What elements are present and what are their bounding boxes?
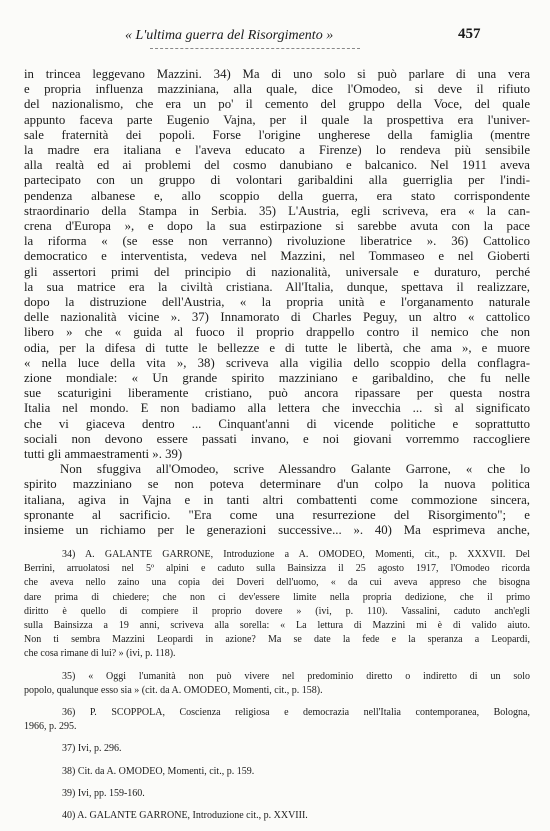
page-number: 457 (458, 26, 481, 42)
text-line: libero » che « guida al fuoco il proprio drappello contro il nemico che non (24, 325, 530, 340)
header-rule (150, 48, 360, 49)
text-line: Non sfuggiva all'Omodeo, scrive Alessandro Galante Garrone, « che lo (60, 462, 530, 477)
text-line: appunto faceva parte Eugenio Vajna, per il quale la prospettiva era l'univer- (24, 112, 530, 127)
footnote-line: 1966, p. 295. (24, 721, 77, 733)
footnote-line: 39) Ivi, pp. 159-160. (62, 787, 145, 799)
text-line: democratico e interventista, vedeva nel Mazzini, nel Tommaseo e nel Gioberti (24, 249, 530, 264)
footnote-line: popolo, qualunque esso sia » (cit. da A. OMODEO, Momenti, cit., p. 158). (24, 684, 323, 696)
footnote-34 (24, 548, 530, 662)
text-line: la riforma « (se esse non verranno) rivoluzione liberatrice ». 36) Cattolico (24, 234, 530, 249)
text-line: pendenza albanese e, allo scoppio della guerra, era stato corrispondente (24, 188, 530, 203)
text-line: gli assertori primi del principio di nazionalità, universale e duraturo, perché (24, 264, 530, 279)
text-line: delle nazionalità vicine ». 37) Innamorato di Charles Peguy, un altro « cattolico (24, 310, 530, 325)
text-line: alla realtà ed ai problemi del cosmo danubiano e balcanico. Nel 1911 aveva (24, 158, 530, 173)
text-line: che vi giaceva dentro ... Cinquant'anni di vicende politiche e soprattutto (24, 416, 530, 431)
text-line: sociali non devono essere passati invano, e noi giovani vorremmo raccogliere (24, 431, 530, 446)
text-line: zione mondiale: « Un grande spirito mazziniano e garibaldino, che fu nelle (24, 371, 530, 386)
text-line: partecipato con un gruppo di volontari garibaldini alla guerriglia per l'indi- (24, 173, 530, 188)
text-line: dopo la distruzione dell'Austria, « la propria unità e l'organamento naturale (24, 295, 530, 310)
footnote-line: 40) A. GALANTE GARRONE, Introduzione cit., p. XXVIII. (62, 810, 308, 822)
footnote-line: sulla Bainsizza a 19 anni, scriveva alla sorella: « La lettura di Mazzini mi è di valido aiuto. (24, 620, 530, 632)
text-line: in trincea leggevano Mazzini. 34) Ma di uno solo si può parlare di una vera (24, 67, 530, 81)
footnote-line: Berrini, arruolatosi nel 5º alpini e caduto sulla Bainsizza il 25 agosto 1917, l'Omodeo ricorda (24, 563, 530, 575)
body-text (24, 67, 530, 538)
footnote-36 (24, 706, 530, 734)
footnote-line: che aveva nello zaino una copia dei Doveri dell'uomo, « da cui aveva appreso che bisogna (24, 577, 530, 589)
footnote-line: 38) Cit. da A. OMODEO, Momenti, cit., p. 159. (62, 765, 255, 777)
text-line: e propria influenza mazziniana, alla quale, dice l'Omodeo, si deve il rifiuto (24, 82, 530, 97)
footnote-40 (24, 809, 530, 823)
text-line: sue scaturigini liberamente cristiano, può ancora ripassare per questa nostra (24, 386, 530, 401)
footnote-line: 35) « Oggi l'umanità non può vivere nel predominio diretto o indiretto di un solo (62, 670, 530, 682)
footnote-39 (24, 787, 530, 801)
text-line: spirito mazziniano se non poteva determinare d'un colpo la nuova politica (24, 477, 530, 492)
footnote-line: 34) A. GALANTE GARRONE, Introduzione a A. OMODEO, Momenti, cit., p. XXXVII. Del (62, 549, 530, 560)
footnote-38 (24, 765, 530, 779)
footnote-line: 36) P. SCOPPOLA, Coscienza religiosa e democrazia nell'Italia contemporanea, Bologna, (62, 707, 530, 719)
text-line: odia, per la difesa di tutte le bellezze e di tutte le libertà, che ama », e muore (24, 340, 530, 355)
footnote-line: che cosa rimane di lui? » (ivi, p. 118). (24, 648, 176, 660)
footnote-line: diritto è quello di compiere il proprio dovere » (ivi, p. 110). Vassalini, caduto anch'egli (24, 605, 530, 617)
text-line: insieme un richiamo per le generazioni successive... ». 40) Ma esprimeva anche, (24, 523, 530, 538)
running-title: « L'ultima guerra del Risorgimento » (125, 28, 334, 43)
text-line: la sua matrice era la civiltà cristiana. All'Italia, dunque, spettava il realizzare, (24, 279, 530, 294)
footnote-35 (24, 670, 530, 698)
text-line: italiana, agiva in Vajna e in tanti altri combattenti come commozione sincera, (24, 492, 530, 507)
text-line: tutti gli ammaestramenti ». 39) (24, 447, 183, 462)
text-line: la madre era italiana e l'aveva educato a Firenze) lo rendeva più sensibile (24, 143, 530, 158)
footnote-line: Non ti sembra Mazzini Leopardi in azione? Ma se date la fede e la speranza a Leopardi, (24, 634, 530, 646)
text-line: straordinario della Stampa in Serbia. 35) L'Austria, egli scriveva, era « la can- (24, 203, 530, 218)
text-line: spronante al sacrificio. "Era come una resurrezione del Risorgimento"; e (24, 507, 530, 522)
footnotes (24, 548, 530, 831)
footnote-line: dare prima di chiedere; che non ci dev'essere limite nella propria dedizione, che il primo (24, 591, 530, 603)
text-line: crena d'Europa », e dopo la sua estirpazione si sarebbe avuta con la pace (24, 219, 530, 234)
text-line: « nella luce della vita », 38) scriveva alla vigilia dello scoppio della conflagra- (24, 355, 530, 370)
footnote-line: 37) Ivi, p. 296. (62, 743, 122, 755)
page-header (0, 26, 550, 46)
text-line: del nazionalismo, che era un po' il cemento del gruppo della Voce, del quale (24, 97, 530, 112)
text-line: sale fraternità dei popoli. Forse l'origine ungherese della famiglia (mentre (24, 127, 530, 142)
text-line: Italia nel mondo. E non badiamo alla lettera che invecchia ... sì al significato (24, 401, 530, 416)
footnote-37 (24, 742, 530, 756)
